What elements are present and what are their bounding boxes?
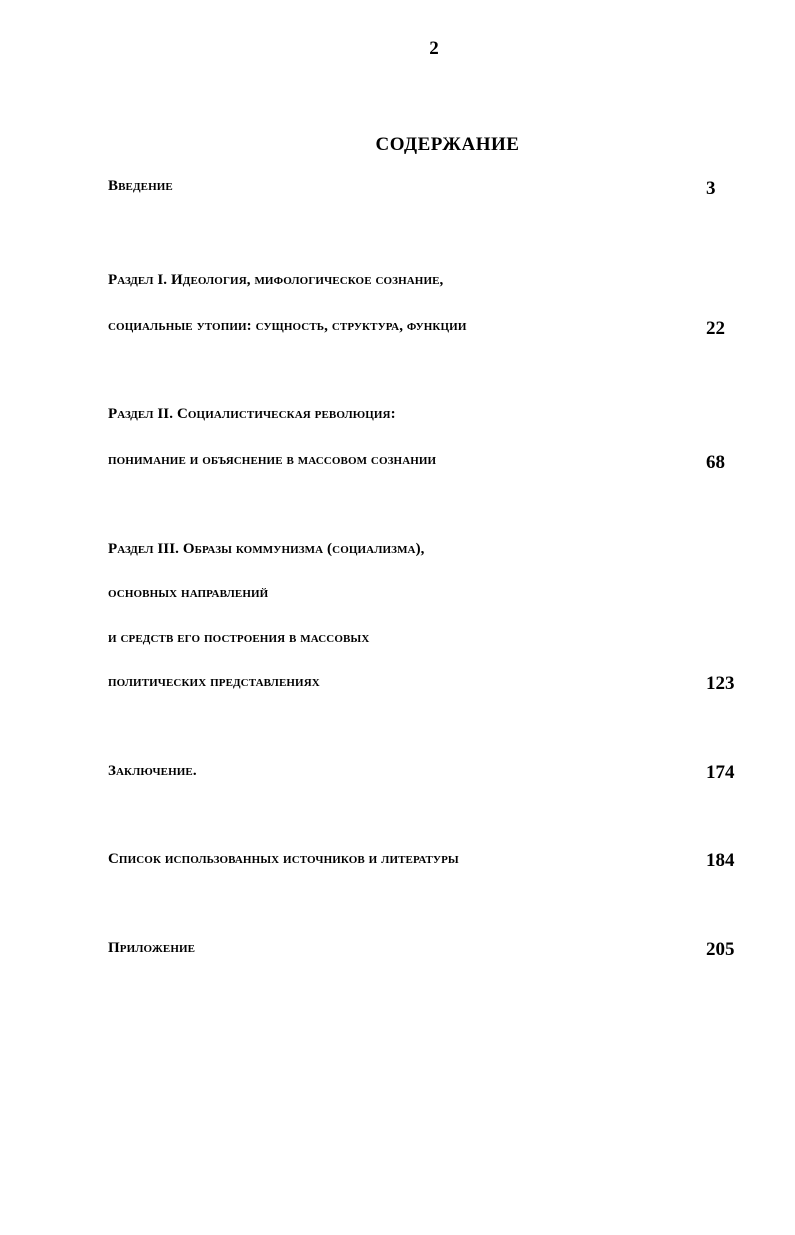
toc-page-section-1: 22 — [706, 318, 725, 339]
toc-entry-conclusion: Заключение. — [108, 763, 197, 779]
toc-entry-section-1-line-2: социальные утопии: сущность, структура, функции — [108, 318, 467, 334]
toc-entry-appendix: Приложение — [108, 940, 196, 956]
toc-page-appendix: 205 — [706, 939, 735, 960]
page-number: 2 — [429, 38, 439, 59]
toc-page-introduction: 3 — [706, 178, 716, 199]
toc-entry-introduction: Введение — [108, 178, 173, 194]
toc-entry-section-3-line-2: основных направлений — [108, 585, 269, 601]
toc-entry-bibliography: Список использованных источников и литературы — [108, 851, 459, 867]
toc-page-conclusion: 174 — [706, 762, 735, 783]
toc-page-section-3: 123 — [706, 673, 735, 694]
toc-entry-section-1-line-1: Раздел I. Идеология, мифологическое сознание, — [108, 272, 444, 288]
toc-page-section-2: 68 — [706, 452, 725, 473]
toc-entry-section-2-line-2: понимание и объяснение в массовом сознании — [108, 452, 437, 468]
toc-entry-section-2-line-1: Раздел II. Социалистическая революция: — [108, 406, 396, 422]
toc-entry-section-3-line-1: Раздел III. Образы коммунизма (социализма), — [108, 541, 425, 557]
toc-entry-section-3-line-3: и средств его построения в массовых — [108, 630, 370, 646]
toc-page-bibliography: 184 — [706, 850, 735, 871]
toc-entry-section-3-line-4: политических представлениях — [108, 674, 320, 690]
toc-title: СОДЕРЖАНИЕ — [375, 134, 520, 155]
